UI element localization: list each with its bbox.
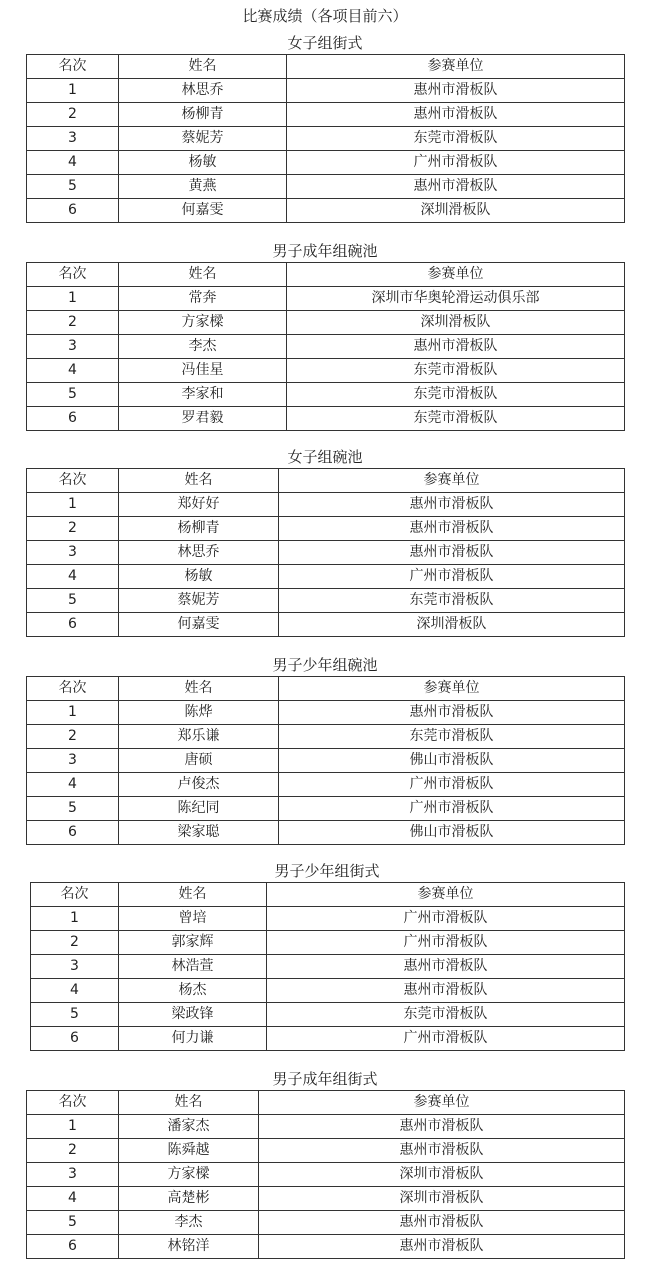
table-row [27, 749, 625, 773]
unit-cell: 惠州市滑板队 [259, 1235, 625, 1259]
table-row [27, 407, 625, 431]
name-cell: 杨柳青 [119, 103, 287, 127]
name-cell: 杨敏 [119, 565, 279, 589]
rank-cell: 6 [31, 1027, 119, 1051]
results-table [26, 1090, 625, 1259]
results-section [26, 1068, 624, 1259]
rank-cell: 3 [27, 335, 119, 359]
results-section [26, 240, 624, 431]
unit-cell: 佛山市滑板队 [279, 821, 625, 845]
section-title: 男子少年组街式 [274, 862, 380, 880]
table-row [27, 287, 625, 311]
rank-cell: 3 [27, 749, 119, 773]
header-rank: 名次 [31, 883, 119, 907]
name-cell: 黄燕 [119, 175, 287, 199]
header-unit: 参赛单位 [287, 263, 625, 287]
name-cell: 何嘉雯 [119, 613, 279, 637]
rank-cell: 2 [27, 311, 119, 335]
rank-cell: 6 [27, 1235, 119, 1259]
rank-cell: 2 [27, 517, 119, 541]
table-header-row [27, 55, 625, 79]
results-section [26, 654, 624, 845]
table-row [27, 175, 625, 199]
rank-cell: 4 [27, 151, 119, 175]
table-row [27, 493, 625, 517]
table-row [27, 199, 625, 223]
unit-cell: 佛山市滑板队 [279, 749, 625, 773]
header-name: 姓名 [119, 263, 287, 287]
rank-cell: 4 [27, 565, 119, 589]
name-cell: 郑好好 [119, 493, 279, 517]
results-table [26, 262, 625, 431]
name-cell: 高楚彬 [119, 1187, 259, 1211]
table-row [27, 821, 625, 845]
table-row [27, 1235, 625, 1259]
header-name: 姓名 [119, 677, 279, 701]
name-cell: 唐硕 [119, 749, 279, 773]
rank-cell: 6 [27, 613, 119, 637]
unit-cell: 惠州市滑板队 [279, 541, 625, 565]
table-header-row [27, 677, 625, 701]
name-cell: 陈纪同 [119, 797, 279, 821]
section-title: 女子组街式 [287, 34, 363, 52]
unit-cell: 广州市滑板队 [267, 931, 625, 955]
unit-cell: 惠州市滑板队 [259, 1211, 625, 1235]
unit-cell: 东莞市滑板队 [287, 383, 625, 407]
rank-cell: 2 [31, 931, 119, 955]
unit-cell: 惠州市滑板队 [279, 517, 625, 541]
table-header-row [27, 1091, 625, 1115]
name-cell: 潘家杰 [119, 1115, 259, 1139]
table-row [31, 979, 625, 1003]
results-section [26, 446, 624, 637]
header-name: 姓名 [119, 883, 267, 907]
table-row [27, 613, 625, 637]
table-header-row [27, 263, 625, 287]
unit-cell: 惠州市滑板队 [267, 979, 625, 1003]
unit-cell: 深圳滑板队 [287, 199, 625, 223]
name-cell: 李杰 [119, 1211, 259, 1235]
table-row [27, 335, 625, 359]
section-title: 男子成年组街式 [272, 1070, 378, 1088]
table-row [27, 311, 625, 335]
unit-cell: 深圳市华奥轮滑运动俱乐部 [287, 287, 625, 311]
table-row [27, 541, 625, 565]
unit-cell: 广州市滑板队 [287, 151, 625, 175]
unit-cell: 广州市滑板队 [279, 565, 625, 589]
rank-cell: 5 [27, 175, 119, 199]
unit-cell: 东莞市滑板队 [267, 1003, 625, 1027]
header-name: 姓名 [119, 469, 279, 493]
name-cell: 林浩萱 [119, 955, 267, 979]
header-rank: 名次 [27, 263, 119, 287]
unit-cell: 深圳滑板队 [287, 311, 625, 335]
rank-cell: 1 [27, 287, 119, 311]
unit-cell: 东莞市滑板队 [279, 589, 625, 613]
header-unit: 参赛单位 [279, 469, 625, 493]
page-title: 比赛成绩（各项目前六） [242, 7, 408, 25]
unit-cell: 东莞市滑板队 [287, 407, 625, 431]
unit-cell: 广州市滑板队 [267, 1027, 625, 1051]
table-row [31, 1027, 625, 1051]
name-cell: 何力谦 [119, 1027, 267, 1051]
table-row [31, 931, 625, 955]
table-row [27, 359, 625, 383]
unit-cell: 东莞市滑板队 [287, 359, 625, 383]
unit-cell: 广州市滑板队 [279, 797, 625, 821]
table-row [31, 1003, 625, 1027]
table-row [27, 1139, 625, 1163]
name-cell: 郭家辉 [119, 931, 267, 955]
unit-cell: 惠州市滑板队 [279, 493, 625, 517]
unit-cell: 深圳滑板队 [279, 613, 625, 637]
header-rank: 名次 [27, 55, 119, 79]
rank-cell: 4 [31, 979, 119, 1003]
rank-cell: 1 [27, 701, 119, 725]
unit-cell: 惠州市滑板队 [279, 701, 625, 725]
name-cell: 方家樑 [119, 311, 287, 335]
results-section [30, 860, 624, 1051]
table-row [27, 127, 625, 151]
table-row [27, 103, 625, 127]
unit-cell: 广州市滑板队 [279, 773, 625, 797]
unit-cell: 惠州市滑板队 [259, 1139, 625, 1163]
rank-cell: 5 [27, 797, 119, 821]
name-cell: 郑乐谦 [119, 725, 279, 749]
table-row [27, 1115, 625, 1139]
results-table [26, 54, 625, 223]
rank-cell: 5 [27, 383, 119, 407]
rank-cell: 4 [27, 359, 119, 383]
name-cell: 林思乔 [119, 541, 279, 565]
name-cell: 卢俊杰 [119, 773, 279, 797]
name-cell: 何嘉雯 [119, 199, 287, 223]
unit-cell: 东莞市滑板队 [287, 127, 625, 151]
unit-cell: 惠州市滑板队 [259, 1115, 625, 1139]
unit-cell: 惠州市滑板队 [287, 335, 625, 359]
rank-cell: 6 [27, 821, 119, 845]
rank-cell: 3 [31, 955, 119, 979]
rank-cell: 1 [27, 493, 119, 517]
section-title: 男子成年组碗池 [272, 242, 378, 260]
header-name: 姓名 [119, 1091, 259, 1115]
name-cell: 蔡妮芳 [119, 589, 279, 613]
rank-cell: 6 [27, 199, 119, 223]
table-row [31, 907, 625, 931]
table-row [27, 725, 625, 749]
table-row [27, 383, 625, 407]
unit-cell: 广州市滑板队 [267, 907, 625, 931]
section-title: 女子组碗池 [287, 448, 363, 466]
rank-cell: 5 [31, 1003, 119, 1027]
name-cell: 常奔 [119, 287, 287, 311]
results-table [26, 468, 625, 637]
name-cell: 林思乔 [119, 79, 287, 103]
table-row [27, 797, 625, 821]
unit-cell: 惠州市滑板队 [287, 103, 625, 127]
rank-cell: 1 [31, 907, 119, 931]
table-header-row [27, 469, 625, 493]
rank-cell: 4 [27, 773, 119, 797]
header-unit: 参赛单位 [279, 677, 625, 701]
name-cell: 李杰 [119, 335, 287, 359]
table-row [27, 589, 625, 613]
name-cell: 冯佳星 [119, 359, 287, 383]
name-cell: 李家和 [119, 383, 287, 407]
name-cell: 杨敏 [119, 151, 287, 175]
unit-cell: 深圳市滑板队 [259, 1187, 625, 1211]
name-cell: 梁政锋 [119, 1003, 267, 1027]
rank-cell: 5 [27, 1211, 119, 1235]
table-row [31, 955, 625, 979]
name-cell: 蔡妮芳 [119, 127, 287, 151]
unit-cell: 惠州市滑板队 [287, 175, 625, 199]
header-unit: 参赛单位 [259, 1091, 625, 1115]
results-section [26, 32, 624, 223]
name-cell: 陈烨 [119, 701, 279, 725]
header-rank: 名次 [27, 469, 119, 493]
unit-cell: 惠州市滑板队 [267, 955, 625, 979]
rank-cell: 2 [27, 725, 119, 749]
table-row [27, 773, 625, 797]
table-row [27, 565, 625, 589]
table-row [27, 701, 625, 725]
table-row [27, 1211, 625, 1235]
table-row [27, 1187, 625, 1211]
rank-cell: 3 [27, 127, 119, 151]
results-table [30, 882, 625, 1051]
table-row [27, 79, 625, 103]
name-cell: 杨杰 [119, 979, 267, 1003]
name-cell: 罗君毅 [119, 407, 287, 431]
name-cell: 杨柳青 [119, 517, 279, 541]
rank-cell: 3 [27, 1163, 119, 1187]
name-cell: 方家樑 [119, 1163, 259, 1187]
name-cell: 林铭洋 [119, 1235, 259, 1259]
table-row [27, 517, 625, 541]
header-rank: 名次 [27, 1091, 119, 1115]
name-cell: 陈舜越 [119, 1139, 259, 1163]
rank-cell: 3 [27, 541, 119, 565]
rank-cell: 1 [27, 79, 119, 103]
unit-cell: 东莞市滑板队 [279, 725, 625, 749]
rank-cell: 4 [27, 1187, 119, 1211]
header-unit: 参赛单位 [267, 883, 625, 907]
name-cell: 梁家聪 [119, 821, 279, 845]
results-table [26, 676, 625, 845]
rank-cell: 2 [27, 1139, 119, 1163]
rank-cell: 6 [27, 407, 119, 431]
table-header-row [31, 883, 625, 907]
header-unit: 参赛单位 [287, 55, 625, 79]
table-row [27, 1163, 625, 1187]
unit-cell: 深圳市滑板队 [259, 1163, 625, 1187]
rank-cell: 1 [27, 1115, 119, 1139]
section-title: 男子少年组碗池 [272, 656, 378, 674]
table-row [27, 151, 625, 175]
header-name: 姓名 [119, 55, 287, 79]
rank-cell: 2 [27, 103, 119, 127]
name-cell: 曾培 [119, 907, 267, 931]
rank-cell: 5 [27, 589, 119, 613]
unit-cell: 惠州市滑板队 [287, 79, 625, 103]
header-rank: 名次 [27, 677, 119, 701]
